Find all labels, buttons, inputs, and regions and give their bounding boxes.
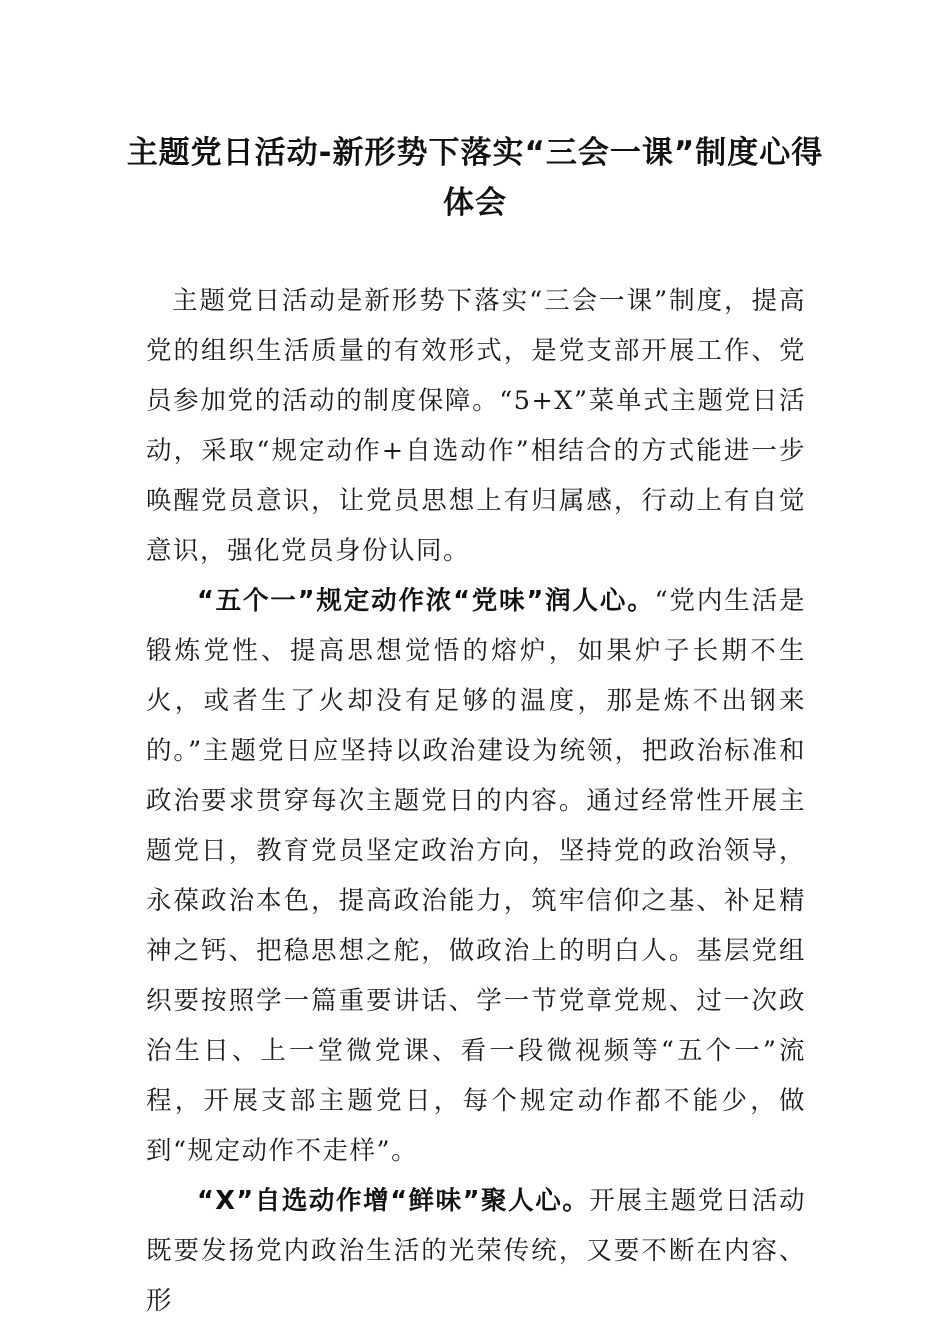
paragraph-x-optional	[146, 1176, 806, 1326]
paragraph-intro	[146, 276, 806, 576]
document-body	[146, 276, 806, 1326]
document-title: 主题党日活动-新形势下落实“三会一课”制度心得体会	[126, 135, 824, 221]
paragraph-text: 开展主题党日活动既要发扬党内政治生活的光荣传统，又要不断在内容、形	[146, 1186, 806, 1316]
paragraph-text: 主题党日活动是新形势下落实“三会一课”制度，提高党的组织生活质量的有效形式，是党支部开展工作、党员参加党的活动的制度保障。“5+X”菜单式主题党日活动，采取“规定动作+自选动作”相结合的方式能进一步唤醒党员意识，让党员思想上有归属感，行动上有自觉意识，强化党员身份认同。	[146, 286, 806, 566]
paragraph-lead-heading: “X”自选动作增“鲜味”聚人心。	[197, 1186, 590, 1216]
paragraph-five-ones	[146, 576, 806, 1176]
paragraph-text: “党内生活是锻炼党性、提高思想觉悟的熔炉，如果炉子长期不生火，或者生了火却没有足够的温度，那是炼不出钢来的。”主题党日应坚持以政治建设为统领，把政治标准和政治要求贯穿每次主题党日的内容。通过经常性开展主题党日，教育党员坚定政治方向，坚持党的政治领导，永葆政治本色，提高政治能力，筑牢信仰之基、补足精神之钙、把稳思想之舵，做政治上的明白人。基层党组织要按照学一篇重要讲话、学一节党章党规、过一次政治生日、上一堂微党课、看一段微视频等“五个一”流程，开展支部主题党日，每个规定动作都不能少，做到“规定动作不走样”。	[146, 586, 806, 1166]
paragraph-lead-heading: “五个一”规定动作浓“党味”润人心。	[197, 586, 655, 616]
